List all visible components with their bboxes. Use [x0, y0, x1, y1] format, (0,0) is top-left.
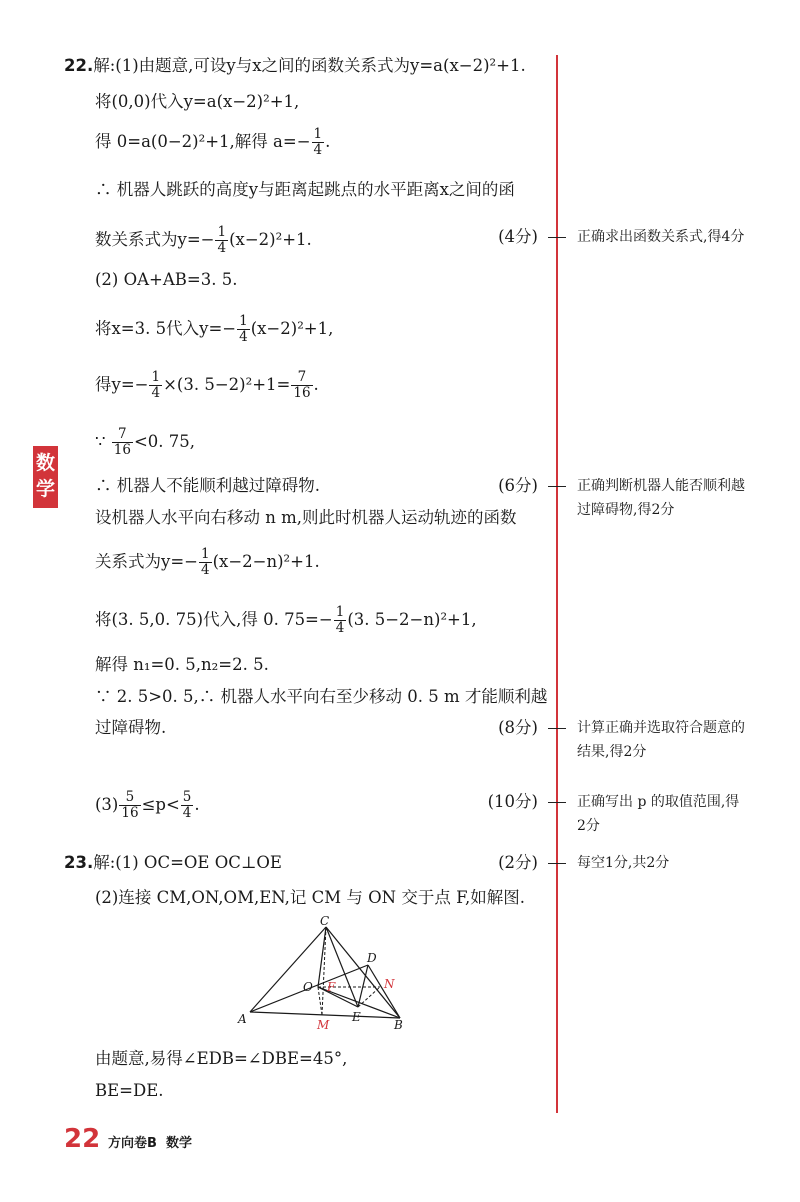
q22-score-10: (10分) — [487, 792, 538, 811]
margin-note-4: 正确写出 p 的取值范围,得 2分 — [577, 794, 740, 834]
q22-line-9: ∵ $\frac{7}{16}$ <0. 75, — [95, 426, 195, 458]
q22-l8-fraction-b: $\frac{7}{16}$ — [293, 369, 311, 401]
segment-OE — [318, 987, 358, 1007]
point-label-F: F — [327, 980, 336, 994]
point-label-A: A — [238, 1012, 247, 1026]
margin-note-1: 正确求出函数关系式,得4分 — [577, 229, 745, 245]
q22-l8-fraction-a: $\frac{1}{4}$ — [151, 369, 161, 401]
segment-DE — [358, 965, 368, 1007]
q22-line-6: (2) OA+AB=3. 5. — [95, 270, 238, 289]
q22-l13-fraction: $\frac{1}{4}$ — [335, 604, 345, 636]
note-pointer-4 — [548, 802, 566, 803]
q22-score-4: (4分) — [498, 227, 538, 246]
footer-page-number: 22 — [64, 1124, 101, 1154]
segment-AC — [250, 927, 326, 1012]
q22-l5-fraction: $\frac{1}{4}$ — [217, 224, 227, 256]
q22-l1-text: 解:(1)由题意,可设y与x之间的函数关系式为y=a(x−2)²+1. — [93, 56, 526, 75]
note-pointer-1 — [548, 237, 566, 238]
q22-line-7: 将x=3. 5代入y=− $\frac{1}{4}$ (x−2)²+1, — [95, 313, 334, 345]
q23-line-2: (2)连接 CM,ON,OM,EN,记 CM 与 ON 交于点 F,如解图. — [95, 888, 525, 907]
segment-DB — [368, 965, 400, 1018]
q23-number: 23. — [64, 853, 94, 872]
q22-score-8: (8分) — [498, 718, 538, 737]
segment-OM — [318, 987, 322, 1015]
q22-line-8: 得y=− $\frac{1}{4}$ ×(3. 5−2)²+1= $\frac{7}{16}$ . — [95, 369, 319, 401]
q22-line-13: 将(3. 5,0. 75)代入,得 0. 75=− $\frac{1}{4}$ (3. 5−2−n)²+1, — [95, 604, 477, 636]
margin-note-2: 正确判断机器人能否顺利越 过障碍物,得2分 — [577, 478, 745, 518]
margin-note-3: 计算正确并选取符合题意的 结果,得2分 — [577, 720, 745, 760]
q22-l3-pre: 得 0=a(0−2)²+1,解得 a=− — [95, 132, 311, 151]
note-pointer-2 — [548, 486, 566, 487]
subject-side-tab: 数学 — [33, 446, 58, 508]
q22-line-3: 得 0=a(0−2)²+1,解得 a=− $\frac{1}{4}$ . — [95, 126, 331, 158]
q22-l3-fraction: $\frac{1}{4}$ — [313, 126, 323, 158]
point-label-N: N — [384, 977, 395, 991]
q22-line-2: 将(0,0)代入y=a(x−2)²+1, — [95, 92, 300, 111]
q22-line-11: 设机器人水平向右移动 n m,则此时机器人运动轨迹的函数 — [95, 508, 517, 527]
q22-line-4: ∴ 机器人跳跃的高度y与距离起跳点的水平距离x之间的函 — [95, 180, 515, 199]
q22-l12-fraction: $\frac{1}{4}$ — [200, 546, 210, 578]
q22-l7-fraction: $\frac{1}{4}$ — [239, 313, 248, 345]
q22-number: 22. — [64, 56, 94, 75]
note-pointer-5 — [548, 863, 566, 864]
q22-line-17: (3) $\frac{5}{16}$ ≤p< $\frac{5}{4}$ . — [95, 789, 200, 821]
margin-divider-line — [556, 55, 558, 1113]
point-label-M: M — [317, 1018, 330, 1032]
q22-l17-fraction-a: $\frac{5}{16}$ — [121, 789, 139, 821]
point-label-O: O — [303, 980, 313, 994]
point-label-C: C — [320, 915, 330, 928]
q22-line-12: 关系式为y=− $\frac{1}{4}$ (x−2−n)²+1. — [95, 546, 320, 578]
margin-note-5: 每空1分,共2分 — [577, 855, 670, 871]
q22-score-6: (6分) — [498, 476, 538, 495]
q23-line-4: BE=DE. — [95, 1081, 164, 1100]
q22-line-14: 解得 n₁=0. 5,n₂=2. 5. — [95, 655, 269, 674]
q22-line-10: ∴ 机器人不能顺利越过障碍物. — [95, 476, 320, 495]
footer-label — [108, 1132, 192, 1151]
q22-line-1 — [64, 56, 526, 76]
q22-l17-fraction-b: $\frac{5}{4}$ — [182, 789, 192, 821]
geometry-figure — [230, 915, 420, 1035]
q22-line-15: ∵ 2. 5>0. 5,∴ 机器人水平向右至少移动 0. 5 m 才能顺利越 — [95, 687, 548, 706]
q22-line-16: 过障碍物. — [95, 718, 167, 737]
point-label-E: E — [352, 1010, 361, 1024]
q23-line-3: 由题意,易得∠EDB=∠DBE=45°, — [95, 1049, 348, 1068]
q22-line-5: 数关系式为y=− $\frac{1}{4}$ (x−2)²+1. — [95, 224, 312, 256]
note-pointer-3 — [548, 728, 566, 729]
q23-score-2: (2分) — [498, 853, 538, 872]
point-label-B: B — [394, 1018, 403, 1032]
q23-line-1: 23.解:(1) OC=OE OC⊥OE — [64, 853, 282, 872]
segment-CE — [326, 927, 358, 1007]
footer-subject: 数学 — [165, 1136, 192, 1151]
point-label-D: D — [367, 951, 377, 965]
q22-l9-fraction: $\frac{7}{16}$ — [113, 426, 131, 458]
footer-book: 方向卷B — [108, 1136, 157, 1151]
